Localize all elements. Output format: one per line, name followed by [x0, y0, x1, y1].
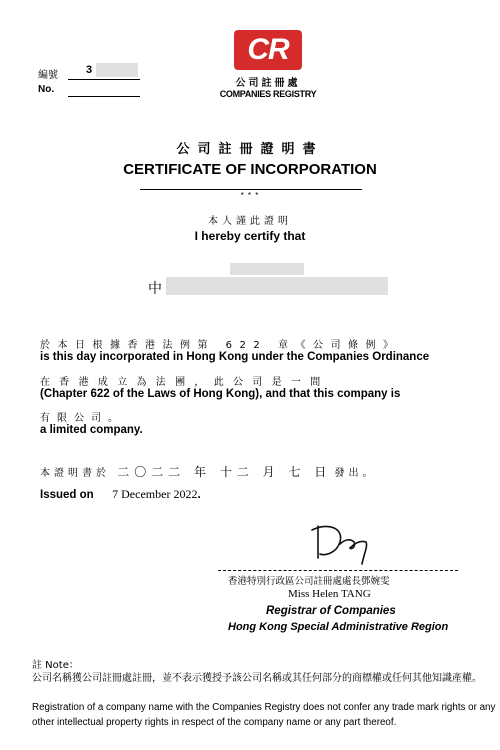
company-name-redaction — [166, 277, 388, 295]
signatory-role-en: Registrar of Companies — [266, 605, 396, 617]
signatory-title-zh: 香港特別行政區公司註冊處處長鄧婉雯 — [228, 576, 390, 587]
company-name-redaction-top — [230, 263, 304, 275]
registration-label-en: No. — [38, 84, 55, 95]
body-line2-en: (Chapter 622 of the Laws of Hong Kong), and that this company is — [40, 388, 401, 400]
note-zh: 公司名稱獲公司註冊處註冊，並不表示獲授予該公司名稱或其任何部分的商標權或任何其他知識產權。 — [32, 673, 482, 684]
body-line1-en: is this day incorporated in Hong Kong under the Companies Ordinance — [40, 351, 430, 363]
issue-suffix-zh: 發出。 — [334, 468, 377, 479]
signatory-region-en: Hong Kong Special Administrative Region — [228, 621, 449, 633]
issue-prefix-zh: 本證明書於 — [40, 468, 110, 479]
body-line3-zh: 有限公司。 — [40, 413, 125, 424]
title-divider — [140, 189, 362, 190]
issue-date-zh: 二〇二二 年 十二 月 七 日 — [117, 465, 332, 479]
issue-label-en: Issued on — [40, 489, 94, 501]
logo-name-zh: 公司註冊處 — [235, 78, 301, 89]
cr-logo-mark — [234, 30, 302, 70]
registration-label-zh: 編號 — [38, 70, 58, 81]
certify-zh: 本人謹此證明 — [208, 216, 292, 227]
registration-number: 3 — [86, 64, 93, 76]
title-zh: 公司註冊證明書 — [176, 142, 324, 157]
title-stars: * * * — [240, 191, 260, 200]
issue-period: . — [197, 487, 201, 501]
body-line2-zh: 在香港成立為法團，此公司是一間 — [40, 377, 330, 388]
cr-logo-text: CR — [247, 33, 289, 66]
signatory-name-en: Miss Helen TANG — [288, 588, 371, 600]
body-line3-en: a limited company. — [40, 424, 143, 436]
signature-dotted-line — [218, 570, 458, 571]
registration-number-line — [68, 79, 140, 80]
registrar-signature — [310, 520, 380, 570]
note-en: Registration of a company name with the Companies Registry does not confer any trade mark rights or any other intellectual property rights in respect of the company name or any part thereof. — [32, 702, 496, 728]
body-line1-zh: 於本日根據香港法例第 622 章《公司條例》 — [40, 340, 401, 351]
registration-number-underline — [68, 96, 140, 97]
issue-date-en: 7 December 2022 — [112, 487, 198, 501]
issue-line-en — [40, 485, 201, 503]
issue-line-zh — [40, 463, 376, 480]
logo-name-en: COMPANIES REGISTRY — [219, 89, 317, 99]
certify-en: I hereby certify that — [194, 229, 306, 243]
note-title: 註 Note： — [32, 660, 79, 671]
registration-number-redaction — [96, 63, 138, 77]
company-name-prefix: 中 — [148, 281, 162, 297]
title-en: CERTIFICATE OF INCORPORATION — [123, 161, 377, 178]
companies-registry-logo — [208, 30, 328, 99]
